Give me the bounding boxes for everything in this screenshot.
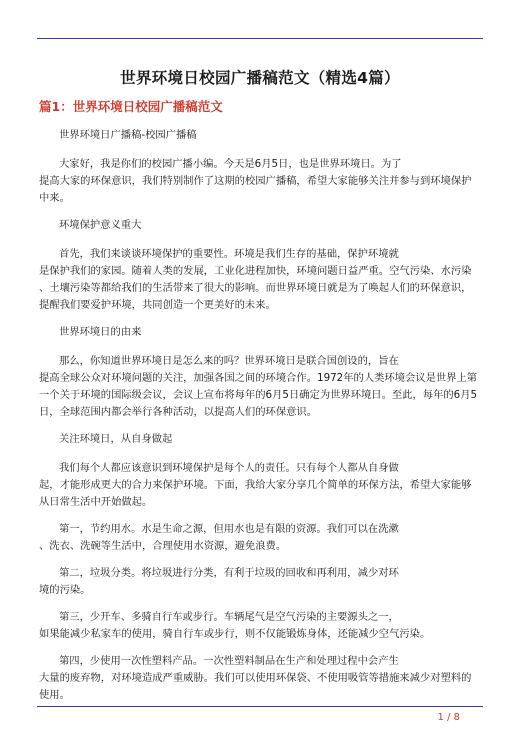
paragraph-line: 中来。 xyxy=(39,192,70,204)
footer-rule xyxy=(37,706,483,707)
paragraph xyxy=(39,521,484,555)
paragraph-line: 第三，少开车、多骑自行车或步行。车辆尾气是空气污染的主要源头之一， xyxy=(59,611,399,623)
paragraph-line: 大家好，我是你们的校园广播小编。今天是6月5日，也是世界环境日。为了 xyxy=(59,158,402,170)
paragraph-line: 首先，我们来谈谈环境保护的重要性。环境是我们生存的基础，保护环境就 xyxy=(59,248,399,260)
section-heading: 篇1：世界环境日校园广播稿范文 xyxy=(39,99,223,114)
paragraph-line: 提高全球公众对环境问题的关注，加强各国之间的环境合作。1972年的人类环境会议是世界上第 xyxy=(39,372,478,384)
subheading-text: 关注环境日，从自身做起 xyxy=(59,433,173,445)
subheading-text: 环境保护意义重大 xyxy=(59,219,142,231)
header-rule xyxy=(37,38,483,39)
paragraph xyxy=(39,246,484,314)
paragraph-line: 大量的废弃物，对环境造成严重威胁。我们可以使用环保袋、不使用吸管等措施来减少对塑料的 xyxy=(39,672,472,684)
paragraph-line: 提高大家的环保意识，我们特别制作了这期的校园广播稿，希望大家能够关注并参与到环境保护 xyxy=(39,175,472,187)
paragraph-line: 、土壤污染等都给我们的生活带来了很大的影响。而世界环境日就是为了唤起人们的环保意识， xyxy=(39,282,472,294)
page-number: 1 / 8 xyxy=(437,712,460,723)
paragraph xyxy=(39,653,484,704)
document-title: 世界环境日校园广播稿范文（精选4篇） xyxy=(120,69,400,87)
paragraph-line: 境的污染。 xyxy=(39,584,91,596)
paragraph xyxy=(39,353,484,421)
paragraph-line: 那么，你知道世界环境日是怎么来的吗？世界环境日是联合国创设的，旨在 xyxy=(59,355,399,367)
subheading-text: 世界环境日的由来 xyxy=(59,326,142,338)
paragraph-line: 如果能减少私家车的使用，骑自行车或步行，则不仅能锻炼身体，还能减少空气污染。 xyxy=(39,628,431,640)
paragraph-line: 从日常生活中开始做起。 xyxy=(39,496,153,508)
paragraph xyxy=(39,156,484,207)
paragraph-line: 第四，少使用一次性塑料产品。一次性塑料制品在生产和处理过程中会产生 xyxy=(59,655,399,667)
paragraph-line: 起，才能形成更大的合力来保护环境。下面，我给大家分享几个简单的环保方法，希望大家能够 xyxy=(39,479,472,491)
paragraph xyxy=(39,460,484,511)
subheading xyxy=(39,324,484,341)
subheading xyxy=(39,127,484,144)
paragraph-line: 第二，垃圾分类。将垃圾进行分类，有利于垃圾的回收和再利用，减少对环 xyxy=(59,567,399,579)
paragraph xyxy=(39,609,484,643)
paragraph-line: 第一，节约用水。水是生命之源，但用水也是有限的资源。我们可以在洗漱 xyxy=(59,523,399,535)
paragraph-line: 使用。 xyxy=(39,689,70,701)
article-body xyxy=(39,127,484,714)
paragraph-line: 是保护我们的家园。随着人类的发展，工业化进程加快，环境问题日益严重。空气污染、水污染 xyxy=(39,265,472,277)
paragraph-line: 我们每个人都应该意识到环境保护是每个人的责任。只有每个人都从自身做 xyxy=(59,462,399,474)
subheading-text: 世界环境日广播稿-校园广播稿 xyxy=(59,129,197,141)
paragraph-line: 、洗衣、洗碗等生活中，合理使用水资源，避免浪费。 xyxy=(39,540,287,552)
subheading xyxy=(39,217,484,234)
paragraph-line: 一个关于环境的国际级会议，会议上宣布将每年的6月5日确定为世界环境日。至此，每年的6月5 xyxy=(39,389,478,401)
paragraph-line: 提醒我们要爱护环境，共同创造一个更美好的未来。 xyxy=(39,299,276,311)
paragraph xyxy=(39,565,484,599)
paragraph-line: 日，全球范围内都会举行各种活动，以提高人们的环保意识。 xyxy=(39,406,318,418)
subheading xyxy=(39,431,484,448)
